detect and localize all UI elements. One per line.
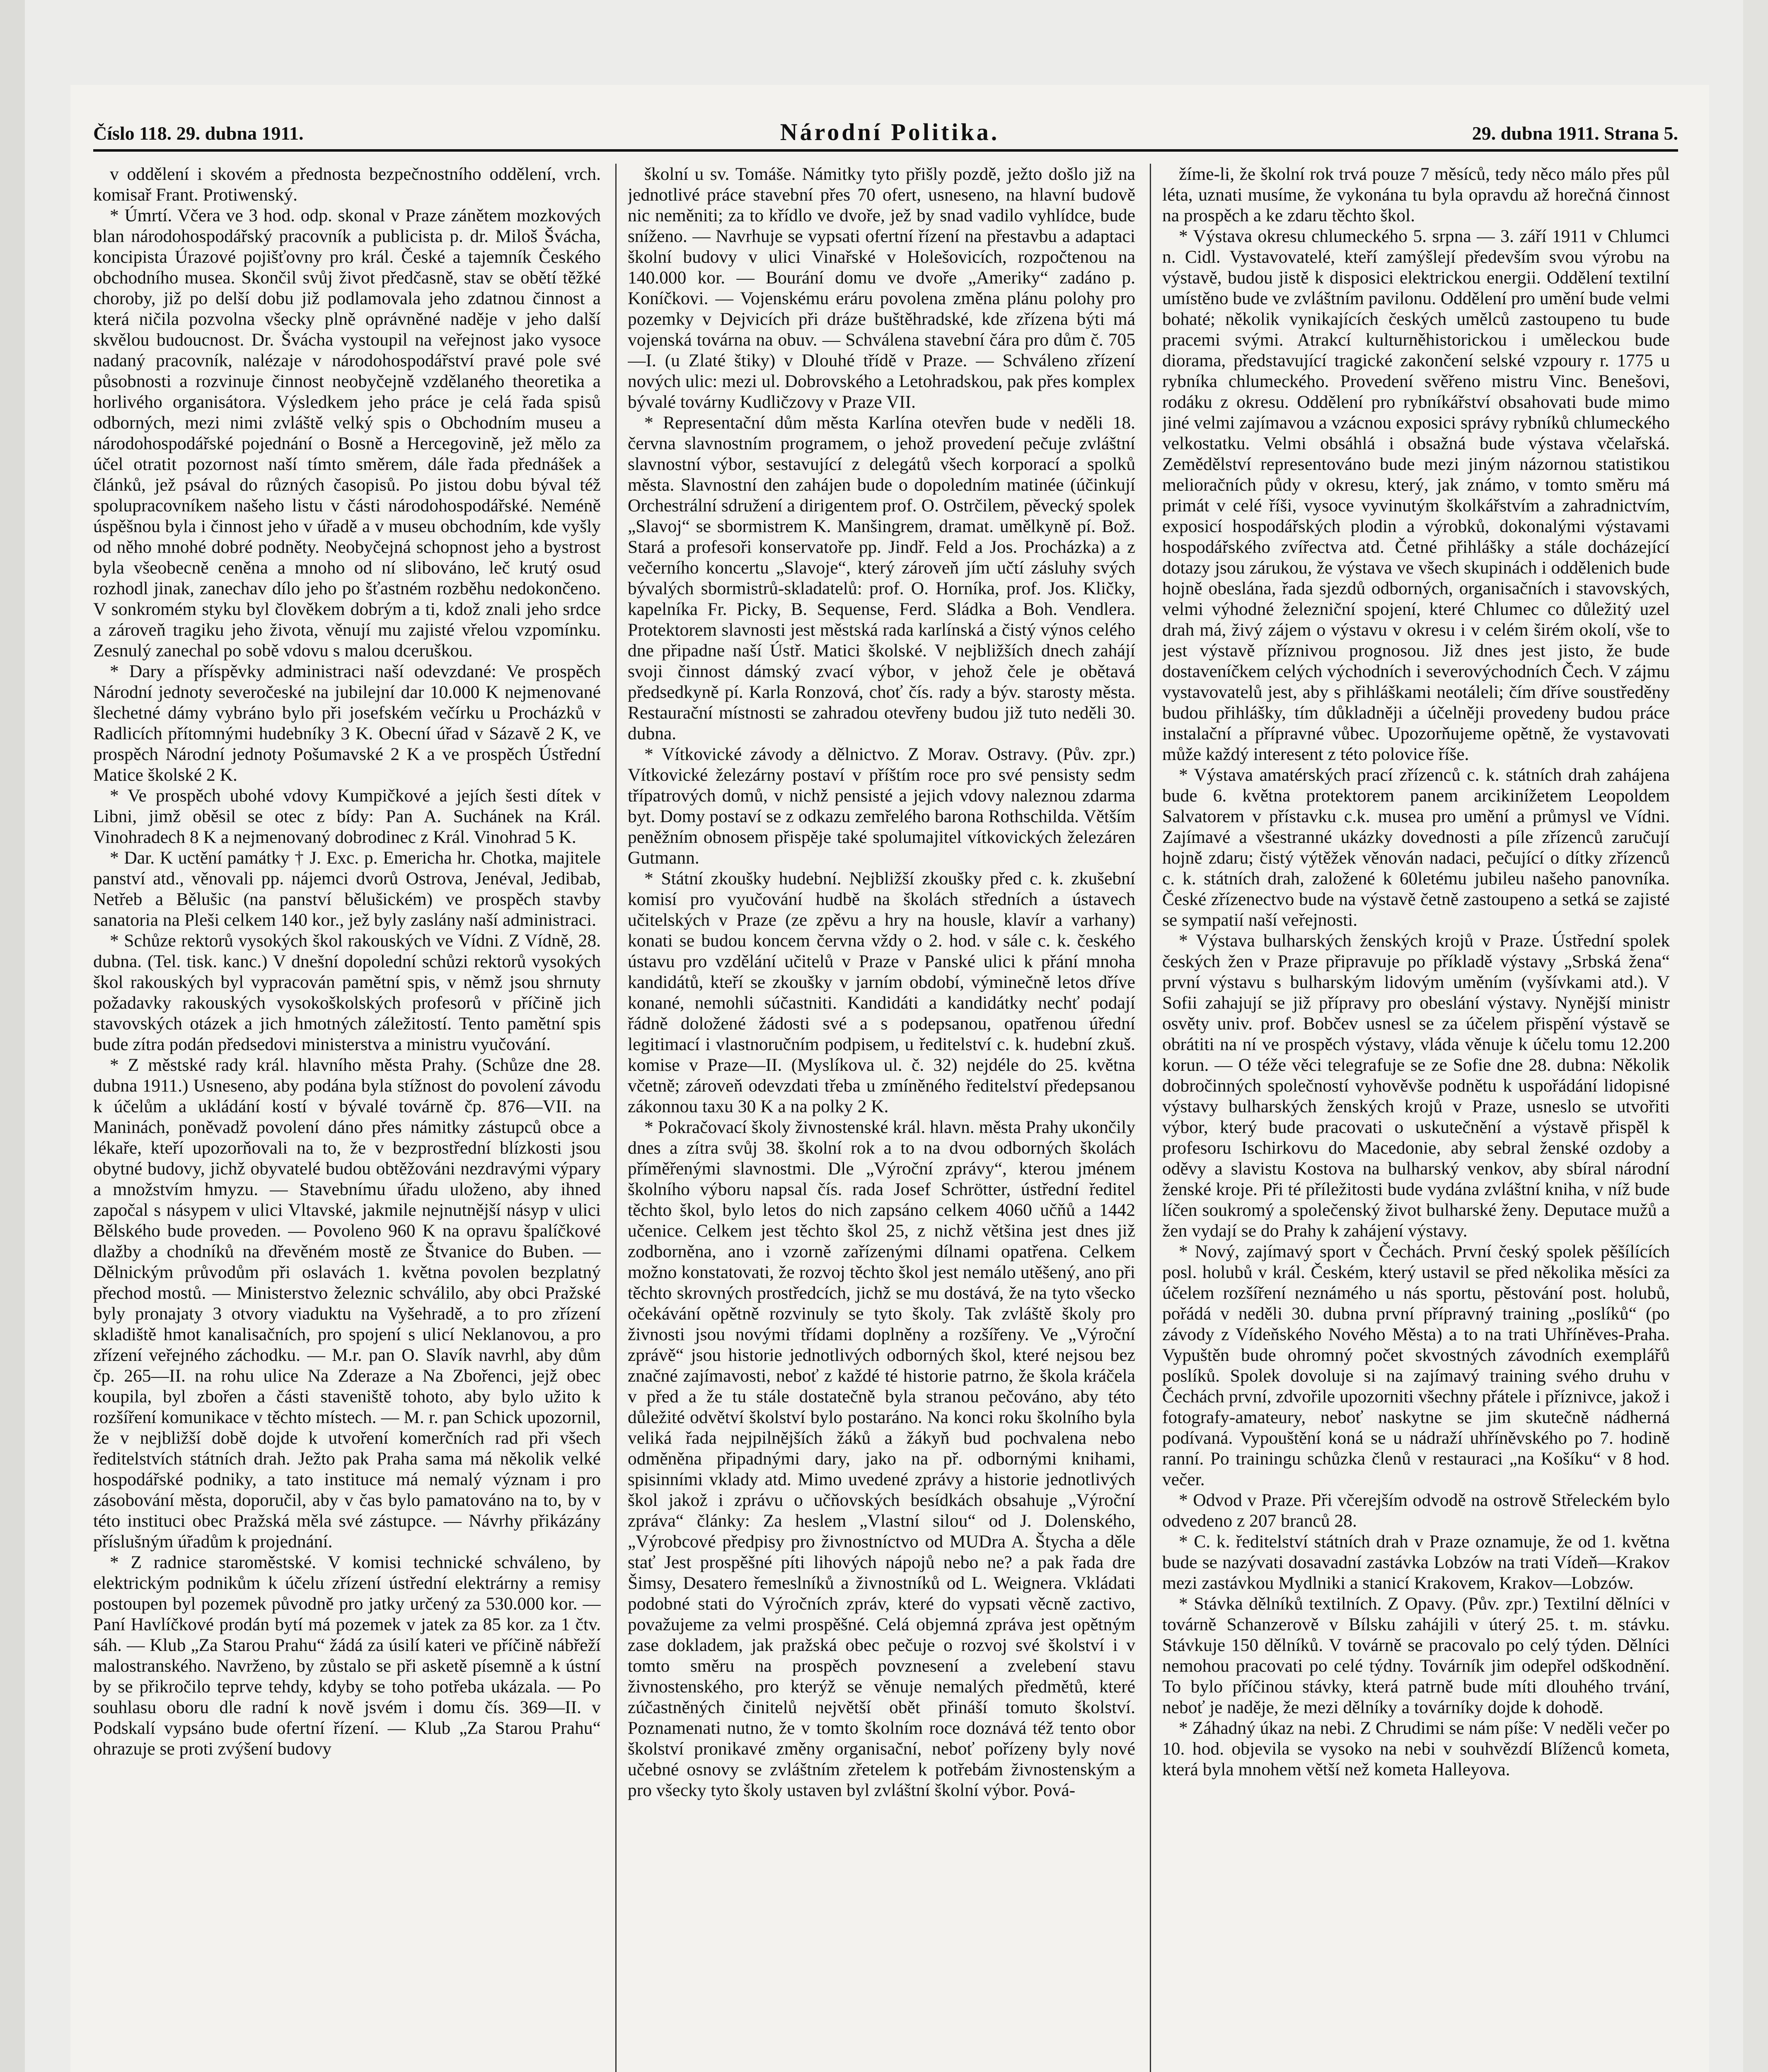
header-rule: [93, 149, 1678, 152]
column-divider-1: [615, 164, 617, 2072]
header-page-number: 29. dubna 1911. Strana 5.: [1472, 123, 1678, 144]
article-paragraph: * Nový, zajímavý sport v Čechách. První český spolek pěšílících posl. holubů v král. Českém, který ustavil se před několika měsíci za účelem rozšíření neznámého u nás sportu, pěstování post. holubů, pořádá v neděli 30. dubna první přípravný training „poslíků“ (po závody z Vídeňského Nového Města) a to na trati Uhříněves-Praha. Vypuštěn bude ohromný počet skvostných závodních exemplářů poslíků. Spolek dovoluje si na zajímavý training svého druhu v Čechách první, zdvořile upozorniti všechny přátele i příznivce, jakož i fotografy-amateury, neboť naskytne se jim skutečně nádherná podívaná. Vypouštění koná se u nádraží uhříněvského po 7. hodině ranní. Po trainingu schůzka členů v restauraci „na Košíku“ v 8 hod. večer.: [1162, 1242, 1670, 1489]
masthead-title: Národní Politika.: [780, 119, 1000, 145]
article-paragraph: * Státní zkoušky hudební. Nejbližší zkoušky před c. k. zkušební komisí pro vyučování hudbě na školách středních a ústavech učitelských v Praze (ze zpěvu a hry na housle, klavír a varhany) konati se budou koncem června vždy o 2. hod. v sále c. k. českého ústavu pro vzdělání učitelů v Praze v Panské ulici k přání mnoha kandidátů, kteří se zkoušky v jarním období, výminečně letos dříve konané, nemohli súčastniti. Kandidáti a kandidátky nechť podají řádně doložené žádosti své a s podepsanou, opatřenou úřední legitimací i vlastnoručním podpisem, u ředitelství c. k. hudební zkuš. komise v Praze—II. (Myslíkova ul. č. 32) nejdéle do 25. května včetně; zároveň odevzdati třeba u zmíněného ředitelství předepsanou zákonnou taxu 30 K a na polky 2 K.: [628, 869, 1135, 1116]
article-paragraph: * Stávka dělníků textilních. Z Opavy. (Pův. zpr.) Textilní dělníci v továrně Schanzerově v Bílsku zahájili v úterý 25. t. m. stávku. Stávkuje 150 dělníků. V továrně se pracovalo po celý týden. Dělníci nemohou pracovati po celé týdny. Továrník jim odepřel odškodnění. To bylo příčinou stávky, která patrně bude míti dlouhého trvání, neboť je naděje, že mezi dělníky a továrníky dojde k dohodě.: [1162, 1594, 1670, 1717]
page-header: [70, 110, 1709, 151]
article-paragraph: * Representační dům města Karlína otevřen bude v neděli 18. června slavnostním programem, o jehož provedení pečuje zvláštní slavnostní výbor, sestavující z delegátů všech korporací a spolků města. Slavnostní den zahájen bude o dopoledním matinée (účinkují Orchestrální sdružení a dirigentem prof. O. Ostrčilem, pěvecký spolek „Slavoj“ se sbormistrem K. Manšingrem, dramat. umělkyně pí. Bož. Stará a profesoři konservatoře pp. Jindř. Feld a Jos. Procházka) a z večerního koncertu „Slavoje“, který zároveň jím učtí zásluhy svých bývalých sbormistrů-skladatelů: prof. O. Horníka, prof. Jos. Kličky, kapelníka Fr. Picky, B. Sequense, Ferd. Sládka a Boh. Vendlera. Protektorem slavnosti jest městská rada karlínská a čistý výnos celého dne připadne naší Ústř. Matici školské. V nejbližších dnech zahájí svoji činnost dámský zvací výbor, v jehož čele je obětavá předsedkyně pí. Karla Ronzová, choť čís. rady a býv. starosty města. Restaurační místnosti se zahradou otevřeny budou již tuto neděli 30. dubna.: [628, 413, 1135, 743]
column-2: [628, 164, 1135, 2072]
article-paragraph: * Dary a příspěvky administraci naší odevzdané: Ve prospěch Národní jednoty severočeské na jubilejní dar 10.000 K nejmenované šlechetné dámy vybráno bylo při josefském večírku u Procházků v Radlicích přítomnými hudebníky 3 K. Obecní úřad v Sázavě 2 K, ve prospěch Národní jednoty Pošumavské 2 K a ve prospěch Ústřední Matice školské 2 K.: [93, 661, 601, 785]
newspaper-page: [70, 85, 1709, 2072]
article-paragraph: * C. k. ředitelství státních drah v Praze oznamuje, že od 1. května bude se nazývati dosavadní zastávka Lobzów na trati Vídeň—Krakov mezi zastávkou Mydlniki a stanicí Krakovem, Krakov—Lobzów.: [1162, 1532, 1670, 1593]
article-paragraph: * Z městské rady král. hlavního města Prahy. (Schůze dne 28. dubna 1911.) Usneseno, aby podána byla stížnost do povolení závodu k účelům a ukládání kostí v bývalé továrně čp. 876—VII. na Maninách, poněvadž povolení dáno přes námitky zástupců obce a lékaře, kteří upozorňovali na to, že v bezprostřední blízkosti jsou obytné budovy, jichž obyvatelé budou obtěžováni nezdravými výpary a množstvím hmyzu. — Stavebnímu úřadu uloženo, aby ihned započal s násypem v ulici Vltavské, jakmile nejnutnější násyp v ulici Bělského bude proveden. — Povoleno 960 K na opravu špalíčkové dlažby a chodníků na dřevěném mostě ze Štvanice do Buben. — Dělnickým průvodům při oslavách 1. května povolen bezplatný přechod mostů. — Ministerstvo železnic schválilo, aby obci Pražské byly pronajaty 3 otvory viaduktu na Vyšehradě, a to pro zřízení skladiště hmot kanalisačních, pro spojení s ulicí Neklanovou, a pro zřízení veřejného záchodku. — M.r. pan O. Slavík navrhl, aby dům čp. 265—II. na rohu ulice Na Zderaze a Na Zbořenci, jejž obec koupila, byl zbořen a části staveniště tohoto, aby bylo užito k rozšíření komunikace v těchto místech. — M. r. pan Schick upozornil, že v nejbližší době dojde k utvoření komerčních rad při všech ředitelstvích státních drah. Ježto pak Praha sama má několik velké hospodářské podniky, a tato instituce má nemalý význam i pro zásobování města, doporučil, aby v čas bylo pamatováno na to, by v této instituci obec Pražská měla své zástupce. — Návrhy přikázány příslušným úřadům k projednání.: [93, 1055, 601, 1552]
article-paragraph: * Z radnice staroměstské. V komisi technické schváleno, by elektrickým podnikům k účelu zřízení ústřední elektrárny a remisy postoupen byl pozemek původně pro jatky určený za 530.000 kor. — Paní Havlíčkové prodán bytí má pozemek v jatek za 85 kor. za 1 čtv. sáh. — Klub „Za Starou Prahu“ žádá za úsilí kateri ve příčině nábřeží malostranského. Navrženo, by zůstalo se při asketě písemně a k ústní by se přikročilo teprve tehdy, kdyby se toho potřeba ukázala. — Po souhlasu oboru dle radní k nově jsvém i domu čís. 369—II. v Podskalí vypsáno bude ofertní řízení. — Klub „Za Starou Prahu“ ohrazuje se proti zvýšení budovy: [93, 1552, 601, 1759]
article-paragraph: * Výstava okresu chlumeckého 5. srpna — 3. září 1911 v Chlumci n. Cidl. Vystavovatelé, kteří zamýšlejí především svou výrobu na výstavě, budou jistě k disposici elektrickou energii. Oddělení textilní umístěno bude ve zvláštním pavilonu. Oddělení pro umění bude velmi bohaté; několik vynikajících českých umělců zastoupeno tu bude pracemi svými. Atrakcí kulturněhistorickou i uměleckou bude diorama, představující tragické zakončení selské vzpoury r. 1775 u rybníka chlumeckého. Provedení svěřeno mistru Vinc. Benešovi, rodáku z okresu. Oddělení pro rybníkářství obsahovati bude mimo jiné velmi zajímavou a vzácnou exposici správy rybníků chlumeckého velkostatku. Velmi obsáhlá i obsažná bude výstava včelařská. Zemědělství representováno bude mezi jiným názornou statistikou melioračních půdy v okresu, který, jak známo, v tomto směru má primát v celé říši, vysoce vyvinutým školkářstvím a zahradnictvím, exposicí hospodářských plodin a výrobků, dokonalými výstavami hospodářského zvířectva atd. Četné přihlášky a stále docházející dotazy jsou zárukou, že výstava ve všech skupinách i oddělenich bude hojně obeslána, řada sjezdů odborných, organisačních i stavovských, velmi výhodné železniční spojení, které Chlumec co důležitý uzel drah má, živý zájem o výstavu v okresu i v celém širém okolí, vše to jest výstavě příznivou prognosou. Již dnes jest jisto, že bude dostaveníčkem celých východních i severovýchodních Čech. V zájmu vystavovatelů jest, aby s přihláškami neotáleli; čím dříve soustředěny budou přihlášky, tím důkladněji a účelněji provedeny budou práce instalační a přípravné vůbec. Upozorňujeme opětně, že vystavovati může každý interesent z této polovice říše.: [1162, 226, 1670, 764]
article-paragraph: v oddělení i skovém a přednosta bezpečnostního oddělení, vrch. komisař Frant. Protiwenský.: [93, 164, 601, 205]
column-1: [93, 164, 601, 2072]
article-paragraph: * Záhadný úkaz na nebi. Z Chrudimi se nám píše: V neděli večer po 10. hod. objevila se vysoko na nebi v souhvězdí Blíženců kometa, která byla mnohem větší než kometa Halleyova.: [1162, 1718, 1670, 1779]
article-paragraph: * Schůze rektorů vysokých škol rakouských ve Vídni. Z Vídně, 28. dubna. (Tel. tisk. kanc.) V dnešní dopolední schůzi rektorů vysokých škol rakouských byl vypracován pamětní spis, v němž jsou shrnuty požadavky rakouských vysokoškolských profesorů v příčině jich stavovských otázek a jich hmotných záležitostí. Tento pamětní spis bude zítra podán předsedovi ministerstva a ministru vyučování.: [93, 931, 601, 1054]
article-paragraph: * Odvod v Praze. Při včerejším odvodě na ostrově Střeleckém bylo odvedeno z 207 branců 28.: [1162, 1490, 1670, 1531]
article-paragraph: * Výstava amatérských prací zřízenců c. k. státních drah zahájena bude 6. května protektorem panem arcikinížetem Leopoldem Salvatorem v přístavku c.k. musea pro umění a průmysl ve Vídni. Zajímavé a všestranné ukázky dovednosti a píle zřízenců zaručují hojně zdaru; čistý výtěžek věnován nadaci, pečující o dítky zřízenců c. k. státních drah, založené k 60letému jubileu našeho panovníka. České zřízenectvo bude na výstavě četně zastoupeno a setká se zajisté se sympatií naší veřejnosti.: [1162, 765, 1670, 930]
article-paragraph: školní u sv. Tomáše. Námitky tyto přišly pozdě, ježto došlo již na jednotlivé práce stavební přes 70 ofert, usneseno, na hlavní budově nic neměniti; za to křídlo ve dvoře, jež by snad vadilo vyhlídce, bude sníženo. — Navrhuje se vypsati ofertní řízení na přestavbu a adaptaci školní budovy v ulici Vinařské v Holešovicích, rozpočtenou na 140.000 kor. — Bourání domu ve dvoře „Ameriky“ zadáno p. Koníčkovi. — Vojenskému eráru povolena změna plánu polohy pro pozemky v Dejvicích při dráze buštěhradské, kde zřízena býti má vojenská továrna na obuv. — Schválena stavební čára pro dům č. 705—I. (u Zlaté štiky) v Dlouhé třídě v Praze. — Schváleno zřízení nových ulic: mezi ul. Dobrovského a Letohradskou, pak přes komplex bývalé továrny Kudličzovy v Praze VII.: [628, 164, 1135, 412]
column-divider-2: [1150, 164, 1151, 2072]
scan-left-edge: [0, 0, 25, 2072]
article-paragraph: * Úmrtí. Včera ve 3 hod. odp. skonal v Praze zánětem mozkových blan národohospodářský pracovník a publicista p. dr. Miloš Švácha, koncipista Úrazové pojišťovny pro král. České a tajemník Českého obchodního musea. Skončil svůj život předčasně, stav se obětí těžké choroby, již po delší dobu již podlamovala jeho zdatnou činnost a která ničila pozvolna všecky plně oprávněné naděje v jeho další skvělou budoucnost. Dr. Švácha vystoupil na veřejnost jako vysoce nadaný pracovník, nalézaje v národohospodářství pravé pole své působnosti a rozvinuje činnost neobyčejně vzdělaného theoretika a horlivého organisátora. Výsledkem jeho práce je celá řada spisů odborných, mezi nimi zvláště velký spis o Obchodním museu a národohospodářské pojednání o Bosně a Hercegovině, jež mělo za účel otratit pozornost naší tímto směrem, dále řada přednášek a článků, jež psával do různých časopisů. Po jistou dobu býval též spolupracovníkem našeho listu v části národohospodářské. Neméně úspěšnou byla i činnost jeho v úřadě a v museu obchodním, kde vyšly od něho mnohé dobré podněty. Neobyčejná schopnost jeho a bystrost byla všeobecně ceněna a mnoho od ní slibováno, leč krutý osud rozhodl jinak, zanechav dílo jeho po šťastném rozběhu nedokončeno. V sonkromém styku byl člověkem dobrým a ti, kdož znali jeho srdce a zároveň tragiku jeho života, věnují mu zajisté vřelou vzpomínku. Zesnulý zanechal po sobě vdovu s malou dceruškou.: [93, 206, 601, 661]
article-paragraph: * Pokračovací školy živnostenské král. hlavn. města Prahy ukončily dnes a zítra svůj 38. školní rok a to na dvou odborných školách příměřenými slavnostmi. Dle „Výroční zprávy“, kterou jménem školního výboru napsal čís. rada Josef Schrötter, ústřední ředitel těchto škol, bylo letos do nich zapsáno celkem 4060 učňů a 1442 učenice. Celkem jest těchto škol 25, z nichž většina jest dnes již zodborněna, ano i vzorně zařízenými dílnami opatřena. Celkem možno konstatovati, že rozvoj těchto škol jest nemálo utěšený, ano při těchto skrovných prostředcích, jichž se mu dostává, že na tyto všecko očekávání opětně rozvinuly se tyto školy. Tak zvláště školy pro živnosti jsou novými třídami doplněny a rozšířeny. Ve „Výroční zprávě“ jsou historie jednotlivých odborných škol, které nejsou bez značné zajímavosti, neboť z každé té historie patrno, že škola kráčela v před a že tu stále dostatečně byla stranou pečováno, aby této důležité odvětví školství bylo postaráno. Na konci roku školního byla veliká řada nejpilnějších žáků a žákyň bud pochvalena nebo odměněna připadnými dary, jako na př. odbornými knihami, spisinními vklady atd. Mimo uvedené zprávy a historie jednotlivých škol jakož i zprávu o učňovských besídkách obsahuje „Výroční zpráva“ články: Za heslem „Vlastní silou“ od J. Dolenského, „Výrobcové předpisy pro živnostníctvo od MUDra A. Štycha a děle stať Jest prospěšné píti lihových nápojů nebo ne? a pak řada dre Šimsy, Desatero řemeslníků a živnostníků od L. Weignera. Vkládati podobné stati do Výročních zpráv, které do vypsati věcně zactivo, považujeme za velmi prospěšné. Celá objemná zpráva jest opětným zase dokladem, jak pražská obec pečuje o rozvoj své školství i v tomto směru na prospěch povznesení a zvelebení stavu živnostenského, pro kterýž se věnuje nemalých předmětů, které zúčastněných činitelů největší obět přináší tomuto školství. Poznamenati nutno, že v tomto školním roce doznává též tento obor školství pronikavé změny organisační, neboť pořízeny byly nové učebné osnovy se zvláštním zřetelem k potřebám živnostenským a pro všecky tyto školy ustaven byl zvláštní školní výbor. Pová-: [628, 1117, 1135, 1800]
article-paragraph: * Vítkovické závody a dělnictvo. Z Morav. Ostravy. (Pův. zpr.) Vítkovické železárny postaví v příštím roce pro své pensisty sedm třípatrových domů, v nichž pensisté a jejich vdovy naleznou zdarma byt. Domy postaví se z odkazu zemřelého barona Rothschilda. Větším peněžním obnosem přispěje také spolumajitel vítkovických železáren Gutmann.: [628, 744, 1135, 868]
article-paragraph: * Dar. K uctění památky † J. Exc. p. Emericha hr. Chotka, majitele panství atd., věnovali pp. nájemci dvorů Ostrova, Jenéval, Jedibab, Netřeb a Bělušic (na panství bělušickém) ve prospěch stavby sanatoria na Pleši celkem 140 kor., jež byly zaslány naší administraci.: [93, 848, 601, 930]
column-3: [1162, 164, 1670, 2072]
article-paragraph: * Výstava bulharských ženských krojů v Praze. Ústřední spolek českých žen v Praze připravuje po příkladě výstavy „Srbská žena“ první výstavu s bulharským lidovým uměním (vyšívkami atd.). V Sofii zahajují se již přípravy pro obeslání výstavy. Nynější ministr osvěty univ. prof. Bobčev usnesl se za účelem přispění výstavě se obrátiti na ní ve prospěch výstavy, vláda věnuje k účelu tomu 12.200 korun. — O téže věci telegrafuje se ze Sofie dne 28. dubna: Několik dobročinných společností vyhověvše podnětu k uspořádání lidopisné výstavy bulharských ženských krojů v Praze, usneslo se utvořiti výbor, který bude pracovati o uskutečnění a výstavě přispěl k profesoru Ischirkovu do Macedonie, aby sebral ženské ozdoby a oděvy a slavistu Kostova na bulharský venkov, aby sbíral národní ženské kroje. Při té příležitosti bude vydána zvláštní kniha, v níž bude líčen soukromý a společenský život bulharské ženy. Deputace mužů a žen vydají se do Prahy k zahájení výstavy.: [1162, 931, 1670, 1241]
header-issue-date: Číslo 118. 29. dubna 1911.: [93, 123, 304, 144]
article-paragraph: žíme-li, že školní rok trvá pouze 7 měsíců, tedy něco málo přes půl léta, uznati musíme, že vykonána tu byla opravdu až horečná činnost na prospěch a ke zdaru těchto škol.: [1162, 164, 1670, 225]
article-paragraph: * Ve prospěch ubohé vdovy Kumpičkové a jejích šesti dítek v Libni, jimž oběsil se otec z bídy: Pan A. Suchánek na Král. Vinohradech 8 K a nejmenovaný dobrodinec z Král. Vinohrad 5 K.: [93, 786, 601, 847]
scan-right-edge: [1743, 0, 1768, 2072]
